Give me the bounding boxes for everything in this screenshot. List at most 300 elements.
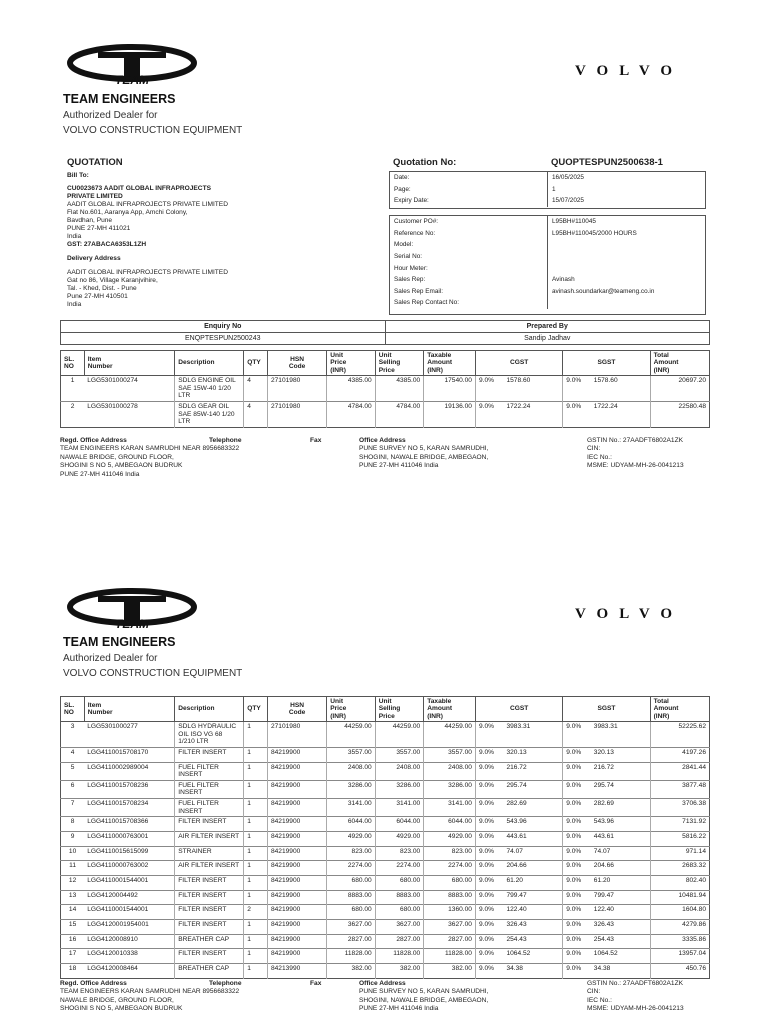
cell-total-amount: 971.14 xyxy=(650,846,709,861)
cell-item-number: LGG4120010338 xyxy=(87,950,138,958)
meta-label: Reference No: xyxy=(390,228,548,240)
cell-qty: 1 xyxy=(244,920,268,935)
cell-total-amount: 22580.48 xyxy=(650,402,709,428)
tagline-2: VOLVO CONSTRUCTION EQUIPMENT xyxy=(63,668,243,679)
bill-address-line: AADIT GLOBAL INFRAPROJECTS PRIVATE LIMITED xyxy=(67,201,228,208)
cell-sgst-amount: 254.43 xyxy=(593,935,614,943)
cell-sgst-amount: 1578.60 xyxy=(593,377,618,385)
quotation-no-value: QUOPTESPUN2500638-1 xyxy=(551,157,663,168)
cell-qty: 1 xyxy=(244,748,268,763)
header-total-amount: Total Amount (INR) xyxy=(650,351,709,376)
cell-qty: 1 xyxy=(244,861,268,876)
office-address-line: PUNE SURVEY NO 5, KARAN SAMRUDHI, xyxy=(359,445,489,453)
cell-cgst-rate: 9.0% xyxy=(475,876,503,891)
cell-total-amount: 4197.26 xyxy=(650,748,709,763)
cell-cgst-rate: 9.0% xyxy=(475,722,503,748)
cell-total-amount: 802.40 xyxy=(650,876,709,891)
cell-qty: 1 xyxy=(244,817,268,832)
meta-value xyxy=(548,251,706,263)
cell-unit-price: 4784.00 xyxy=(327,402,376,428)
tagline-1: Authorized Dealer for xyxy=(63,653,158,664)
cell-description: SDLG HYDRAULIC OIL ISO VG 68 1/210 LTR xyxy=(175,722,244,748)
prepared-label: Prepared By xyxy=(385,321,710,333)
cell-description: BREATHER CAP xyxy=(175,934,244,949)
cell-cgst-rate: 9.0% xyxy=(475,762,503,780)
cell-cgst-amount: 326.43 xyxy=(506,921,527,929)
fax-label: Fax xyxy=(310,980,322,987)
meta-label: Hour Meter: xyxy=(390,262,548,274)
cell-cgst-amount: 1578.60 xyxy=(506,377,531,385)
header-cgst: CGST xyxy=(475,697,562,722)
office-address-label: Office Address xyxy=(359,980,406,987)
gstin: GSTIN No.: 27AADFT6802A1ZK xyxy=(587,437,684,444)
cell-sgst-amount: 326.43 xyxy=(593,921,614,929)
cell-description: BREATHER CAP xyxy=(175,964,244,979)
cell-cgst-rate: 9.0% xyxy=(475,905,503,920)
cell-item-number: LGG5301000277 xyxy=(87,723,138,731)
cell-item-number: LGG4120008464 xyxy=(87,965,138,973)
cell-item-number: LGG4110001544001 xyxy=(87,877,149,884)
header-unit-price: Unit Price (INR) xyxy=(327,697,376,722)
cell-taxable-amount: 4929.00 xyxy=(424,831,476,846)
telephone-label: Telephone xyxy=(209,980,242,987)
cell-total-amount: 7131.92 xyxy=(650,817,709,832)
cell-selling-price: 3627.00 xyxy=(375,920,424,935)
cin: CIN: xyxy=(587,445,601,453)
cell-sgst-amount: 282.69 xyxy=(593,800,614,808)
cell-item-number: LGG4110002989004 xyxy=(87,763,149,771)
table-row xyxy=(61,817,710,832)
cell-taxable-amount: 680.00 xyxy=(424,876,476,891)
cell-total-amount: 4279.86 xyxy=(650,920,709,935)
quotation-title: QUOTATION xyxy=(67,157,123,168)
cell-hsn-code: 27101980 xyxy=(267,402,326,428)
meta-value: avinash.soundarkar@teameng.co.in xyxy=(552,287,655,295)
table-row xyxy=(61,949,710,964)
delivery-line: Tal. - Khed, Dist. - Pune xyxy=(67,285,137,292)
cell-selling-price: 4784.00 xyxy=(375,402,424,428)
cell-item-number: LGG5301000274 xyxy=(87,377,138,385)
header-unit-price: Unit Price (INR) xyxy=(327,351,376,376)
logo-text: TEAM xyxy=(115,617,149,630)
regd-office-line: SHOGINI S NO 5, AMBEGAON BUDRUK xyxy=(60,1005,183,1013)
regd-office-line: TEAM ENGINEERS KARAN SAMRUDHI NEAR 8956683322 xyxy=(60,445,240,453)
meta-value: L95BH#110045 xyxy=(552,218,596,226)
cell-sgst-rate: 9.0% xyxy=(563,861,591,876)
cell-sl-no: 10 xyxy=(68,847,77,855)
bill-address-line: PUNE 27-MH 411021 xyxy=(67,225,131,232)
delivery-line: Gat no 86, Village Karanjvihire, xyxy=(67,277,158,284)
table-header-row xyxy=(61,697,710,722)
bill-to-label: Bill To: xyxy=(67,172,89,179)
cell-hsn-code: 84219900 xyxy=(267,905,326,920)
cell-unit-price: 3141.00 xyxy=(327,799,376,817)
cell-cgst-rate: 9.0% xyxy=(475,920,503,935)
table-row xyxy=(61,748,710,763)
cell-cgst-rate: 9.0% xyxy=(475,949,503,964)
header-cgst: CGST xyxy=(475,351,562,376)
cell-sgst-rate: 9.0% xyxy=(563,402,591,428)
header-total-amount: Total Amount (INR) xyxy=(650,697,709,722)
quotation-meta-box xyxy=(389,171,706,209)
cell-sgst-amount: 216.72 xyxy=(593,763,614,771)
meta-label: Page: xyxy=(390,184,548,196)
header-unit-selling-price: Unit Selling Price xyxy=(375,351,424,376)
table-row xyxy=(61,722,710,748)
cell-item-number: LGG4110015615099 xyxy=(87,847,149,855)
table-row xyxy=(61,920,710,935)
cell-sgst-amount: 443.61 xyxy=(593,832,614,840)
cell-item-number: LGG4120008910 xyxy=(87,935,138,943)
cell-total-amount: 3877.48 xyxy=(650,780,709,798)
cell-hsn-code: 84219900 xyxy=(267,780,326,798)
meta-label: Sales Rep: xyxy=(390,274,548,286)
cell-cgst-amount: 1722.24 xyxy=(506,403,531,410)
cell-description: STRAINER xyxy=(175,846,244,861)
cell-qty: 1 xyxy=(244,876,268,891)
cell-sl-no: 6 xyxy=(70,781,75,789)
cell-sl-no: 11 xyxy=(69,862,77,870)
cell-cgst-rate: 9.0% xyxy=(475,964,503,979)
quotation-no-label: Quotation No: xyxy=(393,157,457,168)
cell-qty: 1 xyxy=(244,780,268,798)
cell-sl-no: 2 xyxy=(70,403,75,410)
cell-sgst-rate: 9.0% xyxy=(563,890,591,905)
table-row xyxy=(61,905,710,920)
regd-office-line: SHOGINI S NO 5, AMBEGAON BUDRUK xyxy=(60,462,183,470)
cell-cgst-amount: 1064.52 xyxy=(506,950,531,958)
meta-row xyxy=(390,216,705,228)
cell-sgst-amount: 204.66 xyxy=(593,862,614,870)
cell-description: FILTER INSERT xyxy=(175,920,244,935)
gst-number: GST: 27ABACA6353L1ZH xyxy=(67,241,147,248)
bill-address-line: Bavdhan, Pune xyxy=(67,217,113,224)
table-row xyxy=(61,934,710,949)
cell-sl-no: 7 xyxy=(70,800,75,808)
volvo-wordmark: VOLVO xyxy=(575,606,684,622)
header-item-number: Item Number xyxy=(84,351,175,376)
cell-description: FILTER INSERT xyxy=(175,876,244,891)
cell-unit-price: 680.00 xyxy=(327,876,376,891)
cell-taxable-amount: 3286.00 xyxy=(424,780,476,798)
cell-selling-price: 6044.00 xyxy=(375,817,424,832)
cell-qty: 1 xyxy=(244,846,268,861)
header-taxable-amount: Taxable Amount (INR) xyxy=(424,697,476,722)
enquiry-table xyxy=(60,320,710,345)
office-address-block xyxy=(359,980,488,1014)
cell-qty: 1 xyxy=(244,831,268,846)
cell-selling-price: 3557.00 xyxy=(375,748,424,763)
cell-sgst-rate: 9.0% xyxy=(563,762,591,780)
cell-item-number: LGG4110000763002 xyxy=(87,862,149,870)
cell-sgst-amount: 295.74 xyxy=(593,781,614,789)
cell-cgst-amount: 3983.31 xyxy=(506,723,531,731)
cell-cgst-amount: 61.20 xyxy=(506,877,523,884)
delivery-line: India xyxy=(67,301,82,308)
meta-row xyxy=(390,297,705,309)
cell-item-number: LGG4110015708170 xyxy=(87,749,149,756)
table-row xyxy=(61,846,710,861)
cell-selling-price: 823.00 xyxy=(375,846,424,861)
cell-cgst-rate: 9.0% xyxy=(475,402,503,428)
header-description: Description xyxy=(175,697,244,722)
cell-total-amount: 2683.32 xyxy=(650,861,709,876)
office-address-line: PUNE SURVEY NO 5, KARAN SAMRUDHI, xyxy=(359,988,489,996)
cell-qty: 1 xyxy=(244,964,268,979)
cell-hsn-code: 84219900 xyxy=(267,762,326,780)
cell-cgst-rate: 9.0% xyxy=(475,934,503,949)
bill-to-block xyxy=(67,172,367,309)
cell-taxable-amount: 2827.00 xyxy=(424,934,476,949)
table-row xyxy=(61,964,710,979)
cell-taxable-amount: 17540.00 xyxy=(424,376,476,402)
prepared-value: Sandip Jadhav xyxy=(385,333,710,345)
cell-cgst-rate: 9.0% xyxy=(475,376,503,402)
cell-cgst-amount: 254.43 xyxy=(506,935,527,943)
header-qty: QTY xyxy=(244,351,268,376)
cell-description: FILTER INSERT xyxy=(175,949,244,964)
msme: MSME: UDYAM-MH-26-0041213 xyxy=(587,462,684,470)
cell-sgst-rate: 9.0% xyxy=(563,949,591,964)
cell-sgst-rate: 9.0% xyxy=(563,376,591,402)
cell-selling-price: 11828.00 xyxy=(375,949,424,964)
cell-taxable-amount: 823.00 xyxy=(424,846,476,861)
header-unit-selling-price: Unit Selling Price xyxy=(375,697,424,722)
meta-value xyxy=(548,262,706,274)
table-row xyxy=(61,890,710,905)
sales-meta-box xyxy=(389,215,706,315)
table-row xyxy=(61,376,710,402)
meta-row xyxy=(390,195,705,207)
cell-description: FUEL FILTER INSERT xyxy=(175,799,244,817)
cell-sl-no: 15 xyxy=(68,921,77,929)
cell-cgst-amount: 295.74 xyxy=(506,781,527,789)
meta-row xyxy=(390,251,705,263)
cell-cgst-rate: 9.0% xyxy=(475,817,503,832)
cell-item-number: LGG4110015708234 xyxy=(87,800,149,808)
cell-selling-price: 44259.00 xyxy=(375,722,424,748)
cell-cgst-rate: 9.0% xyxy=(475,780,503,798)
header-sgst: SGST xyxy=(563,351,650,376)
cell-sl-no: 4 xyxy=(70,749,75,756)
company-name: TEAM ENGINEERS xyxy=(63,635,176,649)
cell-selling-price: 4929.00 xyxy=(375,831,424,846)
cell-cgst-amount: 320.13 xyxy=(506,749,527,756)
meta-row xyxy=(390,184,705,196)
cell-sgst-amount: 3983.31 xyxy=(593,723,618,731)
cell-unit-price: 4385.00 xyxy=(327,376,376,402)
meta-value: 15/07/2025 xyxy=(552,197,584,205)
items-table xyxy=(60,696,710,979)
cell-cgst-rate: 9.0% xyxy=(475,890,503,905)
cell-unit-price: 8883.00 xyxy=(327,890,376,905)
cell-sgst-amount: 799.47 xyxy=(593,891,614,899)
cell-cgst-rate: 9.0% xyxy=(475,861,503,876)
cell-sgst-amount: 122.40 xyxy=(593,906,614,914)
meta-value: 16/05/2025 xyxy=(552,174,584,182)
company-name: TEAM ENGINEERS xyxy=(63,92,176,106)
team-logo xyxy=(62,584,202,630)
cell-description: FILTER INSERT xyxy=(175,817,244,832)
header-item-number: Item Number xyxy=(84,697,175,722)
cell-taxable-amount: 8883.00 xyxy=(424,890,476,905)
cell-cgst-amount: 282.69 xyxy=(506,800,527,808)
meta-row xyxy=(390,239,705,251)
cell-cgst-amount: 216.72 xyxy=(506,763,527,771)
cell-sgst-rate: 9.0% xyxy=(563,934,591,949)
regd-office-line: NAWALE BRIDGE, GROUND FLOOR, xyxy=(60,996,174,1004)
cell-qty: 1 xyxy=(244,949,268,964)
office-address-line: SHOGINI, NAWALE BRIDGE, AMBEGAON, xyxy=(359,996,489,1004)
cell-sl-no: 13 xyxy=(68,891,77,899)
regd-office-line: NAWALE BRIDGE, GROUND FLOOR, xyxy=(60,453,174,461)
table-row xyxy=(61,402,710,428)
cell-description: AIR FILTER INSERT xyxy=(175,831,244,846)
meta-label: Serial No: xyxy=(390,251,548,263)
cell-taxable-amount: 382.00 xyxy=(424,964,476,979)
cell-total-amount: 20697.20 xyxy=(650,376,709,402)
cell-taxable-amount: 1360.00 xyxy=(424,905,476,920)
cell-unit-price: 2827.00 xyxy=(327,934,376,949)
cell-unit-price: 2408.00 xyxy=(327,762,376,780)
cell-cgst-amount: 799.47 xyxy=(506,891,527,899)
cell-hsn-code: 84219900 xyxy=(267,934,326,949)
meta-value: 1 xyxy=(552,185,556,193)
cell-hsn-code: 84219900 xyxy=(267,890,326,905)
cell-hsn-code: 84219900 xyxy=(267,920,326,935)
cell-sl-no: 8 xyxy=(70,818,75,826)
cell-description: FILTER INSERT xyxy=(175,748,244,763)
cell-sl-no: 3 xyxy=(70,723,75,731)
cell-qty: 4 xyxy=(244,376,268,402)
cell-hsn-code: 27101980 xyxy=(267,376,326,402)
cell-sl-no: 16 xyxy=(68,935,77,943)
iec: IEC No.: xyxy=(587,996,612,1004)
office-address-line: SHOGINI, NAWALE BRIDGE, AMBEGAON, xyxy=(359,453,489,461)
cell-cgst-amount: 122.40 xyxy=(506,906,527,914)
cell-cgst-amount: 204.66 xyxy=(506,862,527,870)
cell-sgst-rate: 9.0% xyxy=(563,905,591,920)
meta-value: Avinash xyxy=(552,276,575,284)
meta-label: Date: xyxy=(390,172,548,184)
table-row xyxy=(61,780,710,798)
cell-sgst-amount: 1722.24 xyxy=(593,403,618,410)
delivery-line: AADIT GLOBAL INFRAPROJECTS PRIVATE LIMITED xyxy=(67,269,228,276)
header-sl-no: SL. NO xyxy=(61,697,85,722)
cell-qty: 4 xyxy=(244,402,268,428)
cell-taxable-amount: 2408.00 xyxy=(424,762,476,780)
header-hsn-code: HSN Code xyxy=(267,351,326,376)
logo-text: TEAM xyxy=(115,73,149,86)
office-address-line: PUNE 27-MH 411046 India xyxy=(359,1005,439,1013)
header-hsn-code: HSN Code xyxy=(267,697,326,722)
regd-office-line: TEAM ENGINEERS KARAN SAMRUDHI NEAR 8956683322 xyxy=(60,988,240,996)
cell-taxable-amount: 6044.00 xyxy=(424,817,476,832)
cell-sgst-rate: 9.0% xyxy=(563,722,591,748)
cell-selling-price: 3286.00 xyxy=(375,780,424,798)
cell-item-number: LGG4110015708236 xyxy=(87,781,149,789)
iec: IEC No.: xyxy=(587,453,612,461)
meta-row xyxy=(390,262,705,274)
cell-sgst-amount: 61.20 xyxy=(593,877,611,884)
cell-taxable-amount: 3627.00 xyxy=(424,920,476,935)
cell-sl-no: 5 xyxy=(70,763,75,771)
meta-value: L95BH#110045/2000 HOURS xyxy=(552,229,637,237)
cell-sgst-amount: 1064.52 xyxy=(593,950,618,958)
meta-row xyxy=(390,286,705,298)
cell-hsn-code: 84219900 xyxy=(267,876,326,891)
cell-sgst-rate: 9.0% xyxy=(563,964,591,979)
cell-unit-price: 6044.00 xyxy=(327,817,376,832)
cell-unit-price: 3627.00 xyxy=(327,920,376,935)
cell-cgst-amount: 443.61 xyxy=(506,832,527,840)
cell-total-amount: 1604.80 xyxy=(650,905,709,920)
cell-cgst-rate: 9.0% xyxy=(475,846,503,861)
cell-hsn-code: 84219900 xyxy=(267,861,326,876)
cell-hsn-code: 84219900 xyxy=(267,748,326,763)
cell-hsn-code: 84219900 xyxy=(267,799,326,817)
cell-qty: 1 xyxy=(244,762,268,780)
cell-total-amount: 3335.86 xyxy=(650,934,709,949)
registration-block xyxy=(587,980,684,1014)
delivery-line: Pune 27-MH 410501 xyxy=(67,293,128,300)
meta-label: Sales Rep Contact No: xyxy=(390,297,548,309)
tagline-2: VOLVO CONSTRUCTION EQUIPMENT xyxy=(63,125,243,136)
cell-item-number: LGG5301000278 xyxy=(87,403,138,410)
items-table xyxy=(60,350,710,428)
regd-office-label: Regd. Office Address xyxy=(60,980,127,987)
cell-sgst-amount: 320.13 xyxy=(593,749,614,756)
cell-sgst-rate: 9.0% xyxy=(563,748,591,763)
cell-unit-price: 11828.00 xyxy=(327,949,376,964)
cell-sl-no: 18 xyxy=(68,965,77,973)
cell-sl-no: 14 xyxy=(68,906,77,914)
cell-selling-price: 680.00 xyxy=(375,876,424,891)
gstin: GSTIN No.: 27AADFT6802A1ZK xyxy=(587,980,684,987)
team-logo xyxy=(62,40,202,86)
cell-selling-price: 2408.00 xyxy=(375,762,424,780)
cell-description: AIR FILTER INSERT xyxy=(175,861,244,876)
table-row xyxy=(61,861,710,876)
bill-address-line: Flat No.601, Aaranya App, Amchi Colony, xyxy=(67,209,188,216)
cell-qty: 1 xyxy=(244,934,268,949)
registration-block xyxy=(587,437,684,471)
cell-taxable-amount: 44259.00 xyxy=(424,722,476,748)
table-row xyxy=(61,876,710,891)
cell-hsn-code: 84213990 xyxy=(267,964,326,979)
cell-cgst-amount: 34.38 xyxy=(506,965,523,973)
cell-sgst-amount: 74.07 xyxy=(593,847,611,855)
cell-item-number: LGG4110000763001 xyxy=(87,832,149,840)
cell-hsn-code: 84219900 xyxy=(267,831,326,846)
office-address-line: PUNE 27-MH 411046 India xyxy=(359,462,439,470)
cell-taxable-amount: 2274.00 xyxy=(424,861,476,876)
cell-taxable-amount: 19136.00 xyxy=(424,402,476,428)
cell-description: SDLG ENGINE OIL SAE 15W-40 1/20 LTR xyxy=(175,376,244,402)
cell-qty: 1 xyxy=(244,890,268,905)
table-row xyxy=(61,799,710,817)
cell-selling-price: 680.00 xyxy=(375,905,424,920)
cell-hsn-code: 84219900 xyxy=(267,817,326,832)
meta-value xyxy=(548,239,706,251)
header-sl-no: SL. NO xyxy=(61,351,85,376)
meta-label: Customer PO#: xyxy=(390,216,548,228)
cell-sgst-amount: 543.96 xyxy=(593,818,614,826)
cell-sgst-amount: 34.38 xyxy=(593,965,611,973)
cell-total-amount: 13957.04 xyxy=(650,949,709,964)
cell-qty: 2 xyxy=(244,905,268,920)
cell-cgst-amount: 543.96 xyxy=(506,818,527,826)
